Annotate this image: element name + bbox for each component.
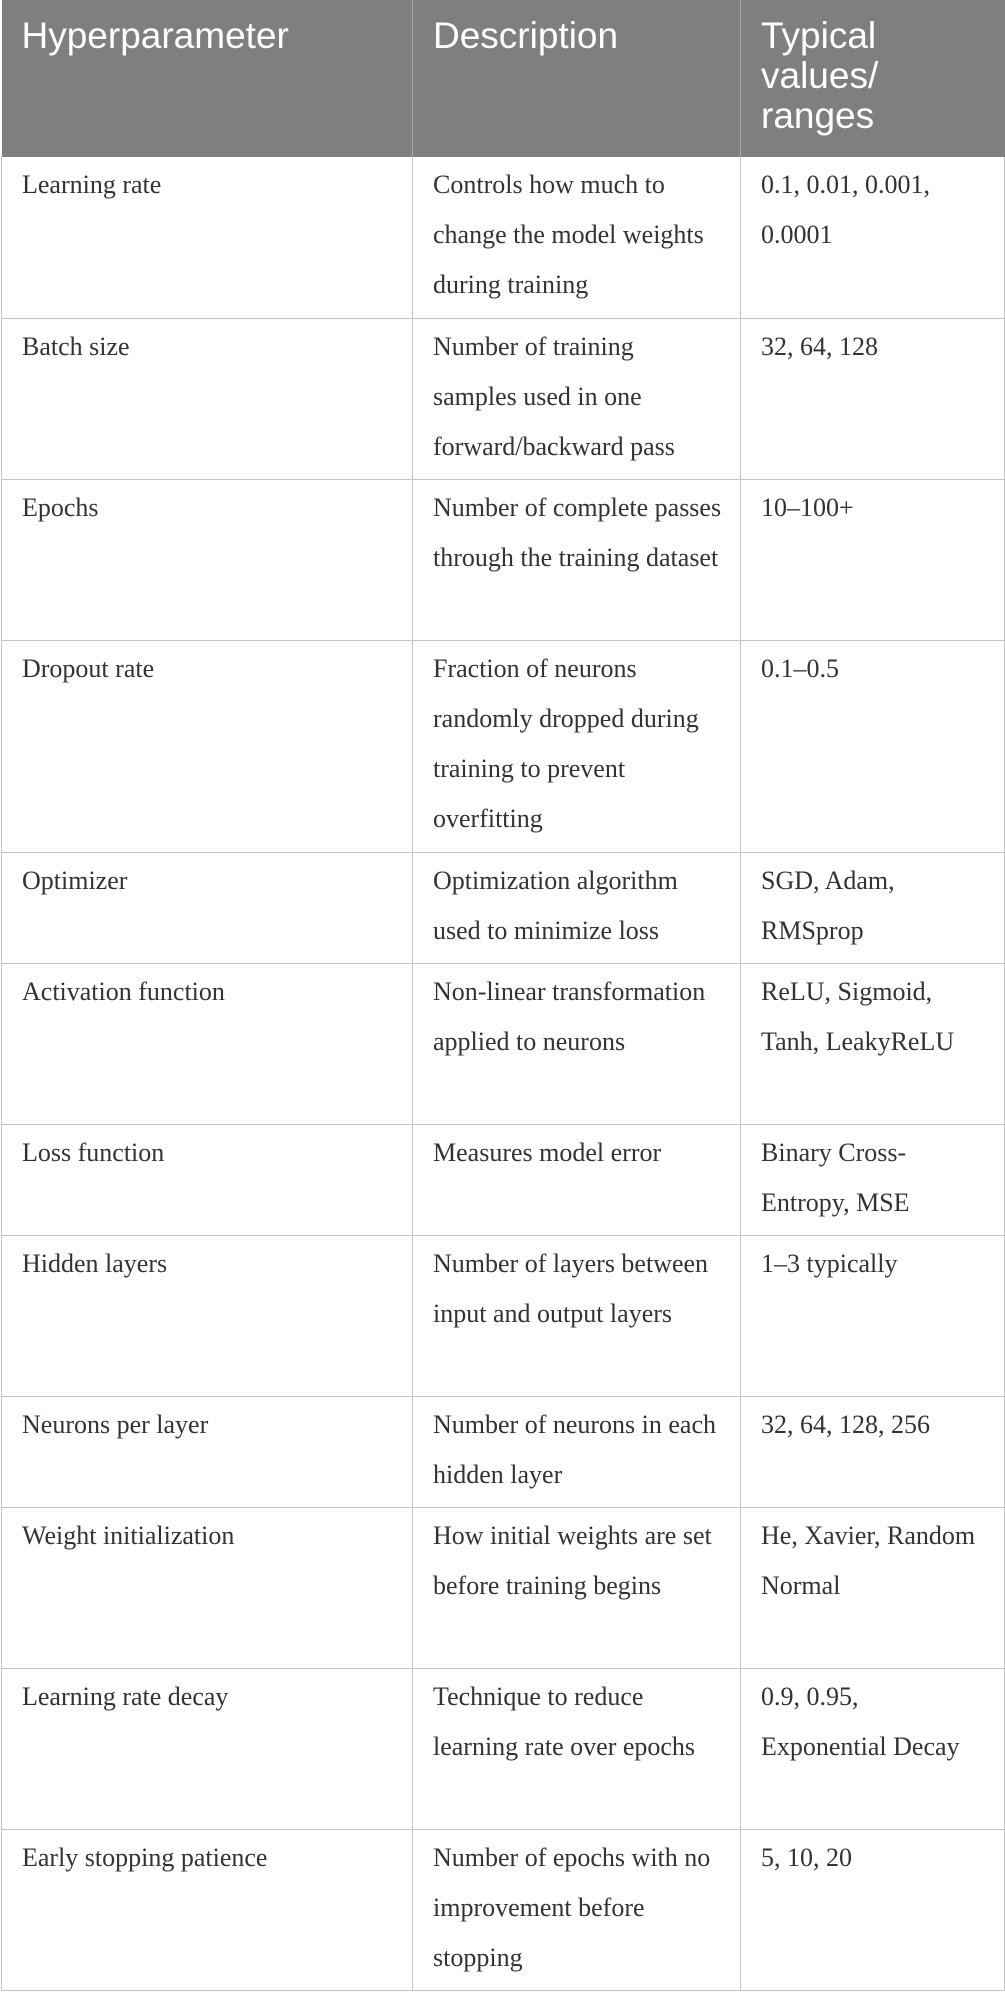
description-cell: Technique to reduce learning rate over epochs [413,1668,741,1829]
values-cell: 32, 64, 128, 256 [741,1396,1005,1507]
table-row [2,1829,1005,1990]
param-cell: Optimizer [2,852,413,963]
param-cell: Dropout rate [2,640,413,852]
table-row [2,963,1005,1124]
description-cell: Optimization algorithm used to minimize loss [413,852,741,963]
values-cell: 0.1–0.5 [741,640,1005,852]
description-cell: Number of complete passes through the training dataset [413,479,741,640]
param-cell: Weight initialization [2,1507,413,1668]
table-row [2,852,1005,963]
header-row [2,0,1005,157]
description-cell: Non-linear transformation applied to neurons [413,963,741,1124]
description-cell: Fraction of neurons randomly dropped during training to prevent overfitting [413,640,741,852]
values-cell: Binary Cross-Entropy, MSE [741,1124,1005,1235]
table-row [2,1124,1005,1235]
description-cell: Number of epochs with no improvement before stopping [413,1829,741,1990]
values-cell: He, Xavier, Random Normal [741,1507,1005,1668]
header-description: Description [413,0,741,157]
description-cell: Controls how much to change the model weights during training [413,157,741,318]
param-cell: Hidden layers [2,1235,413,1396]
values-cell: 5, 10, 20 [741,1829,1005,1990]
description-cell: Number of layers between input and output layers [413,1235,741,1396]
param-cell: Loss function [2,1124,413,1235]
table-row [2,479,1005,640]
table-row [2,1396,1005,1507]
hyperparameter-table [1,0,1005,1991]
table-row [2,1668,1005,1829]
values-cell: ReLU, Sigmoid, Tanh, LeakyReLU [741,963,1005,1124]
table-row [2,157,1005,318]
description-cell: Number of neurons in each hidden layer [413,1396,741,1507]
table-body [2,157,1005,1990]
table-row [2,318,1005,479]
param-cell: Neurons per layer [2,1396,413,1507]
values-cell: 32, 64, 128 [741,318,1005,479]
table-row [2,1507,1005,1668]
description-cell: Measures model error [413,1124,741,1235]
values-cell: 1–3 typically [741,1235,1005,1396]
param-cell: Learning rate decay [2,1668,413,1829]
description-cell: How initial weights are set before training begins [413,1507,741,1668]
values-cell: SGD, Adam, RMSprop [741,852,1005,963]
table-header [2,0,1005,157]
param-cell: Activation function [2,963,413,1124]
param-cell: Epochs [2,479,413,640]
values-cell: 0.9, 0.95, Exponential Decay [741,1668,1005,1829]
values-cell: 10–100+ [741,479,1005,640]
param-cell: Early stopping patience [2,1829,413,1990]
values-cell: 0.1, 0.01, 0.001, 0.0001 [741,157,1005,318]
table-row [2,640,1005,852]
header-hyperparameter: Hyperparameter [2,0,413,157]
table-row [2,1235,1005,1396]
param-cell: Batch size [2,318,413,479]
header-typical-values: Typical values/ ranges [741,0,1005,157]
description-cell: Number of training samples used in one forward/backward pass [413,318,741,479]
param-cell: Learning rate [2,157,413,318]
